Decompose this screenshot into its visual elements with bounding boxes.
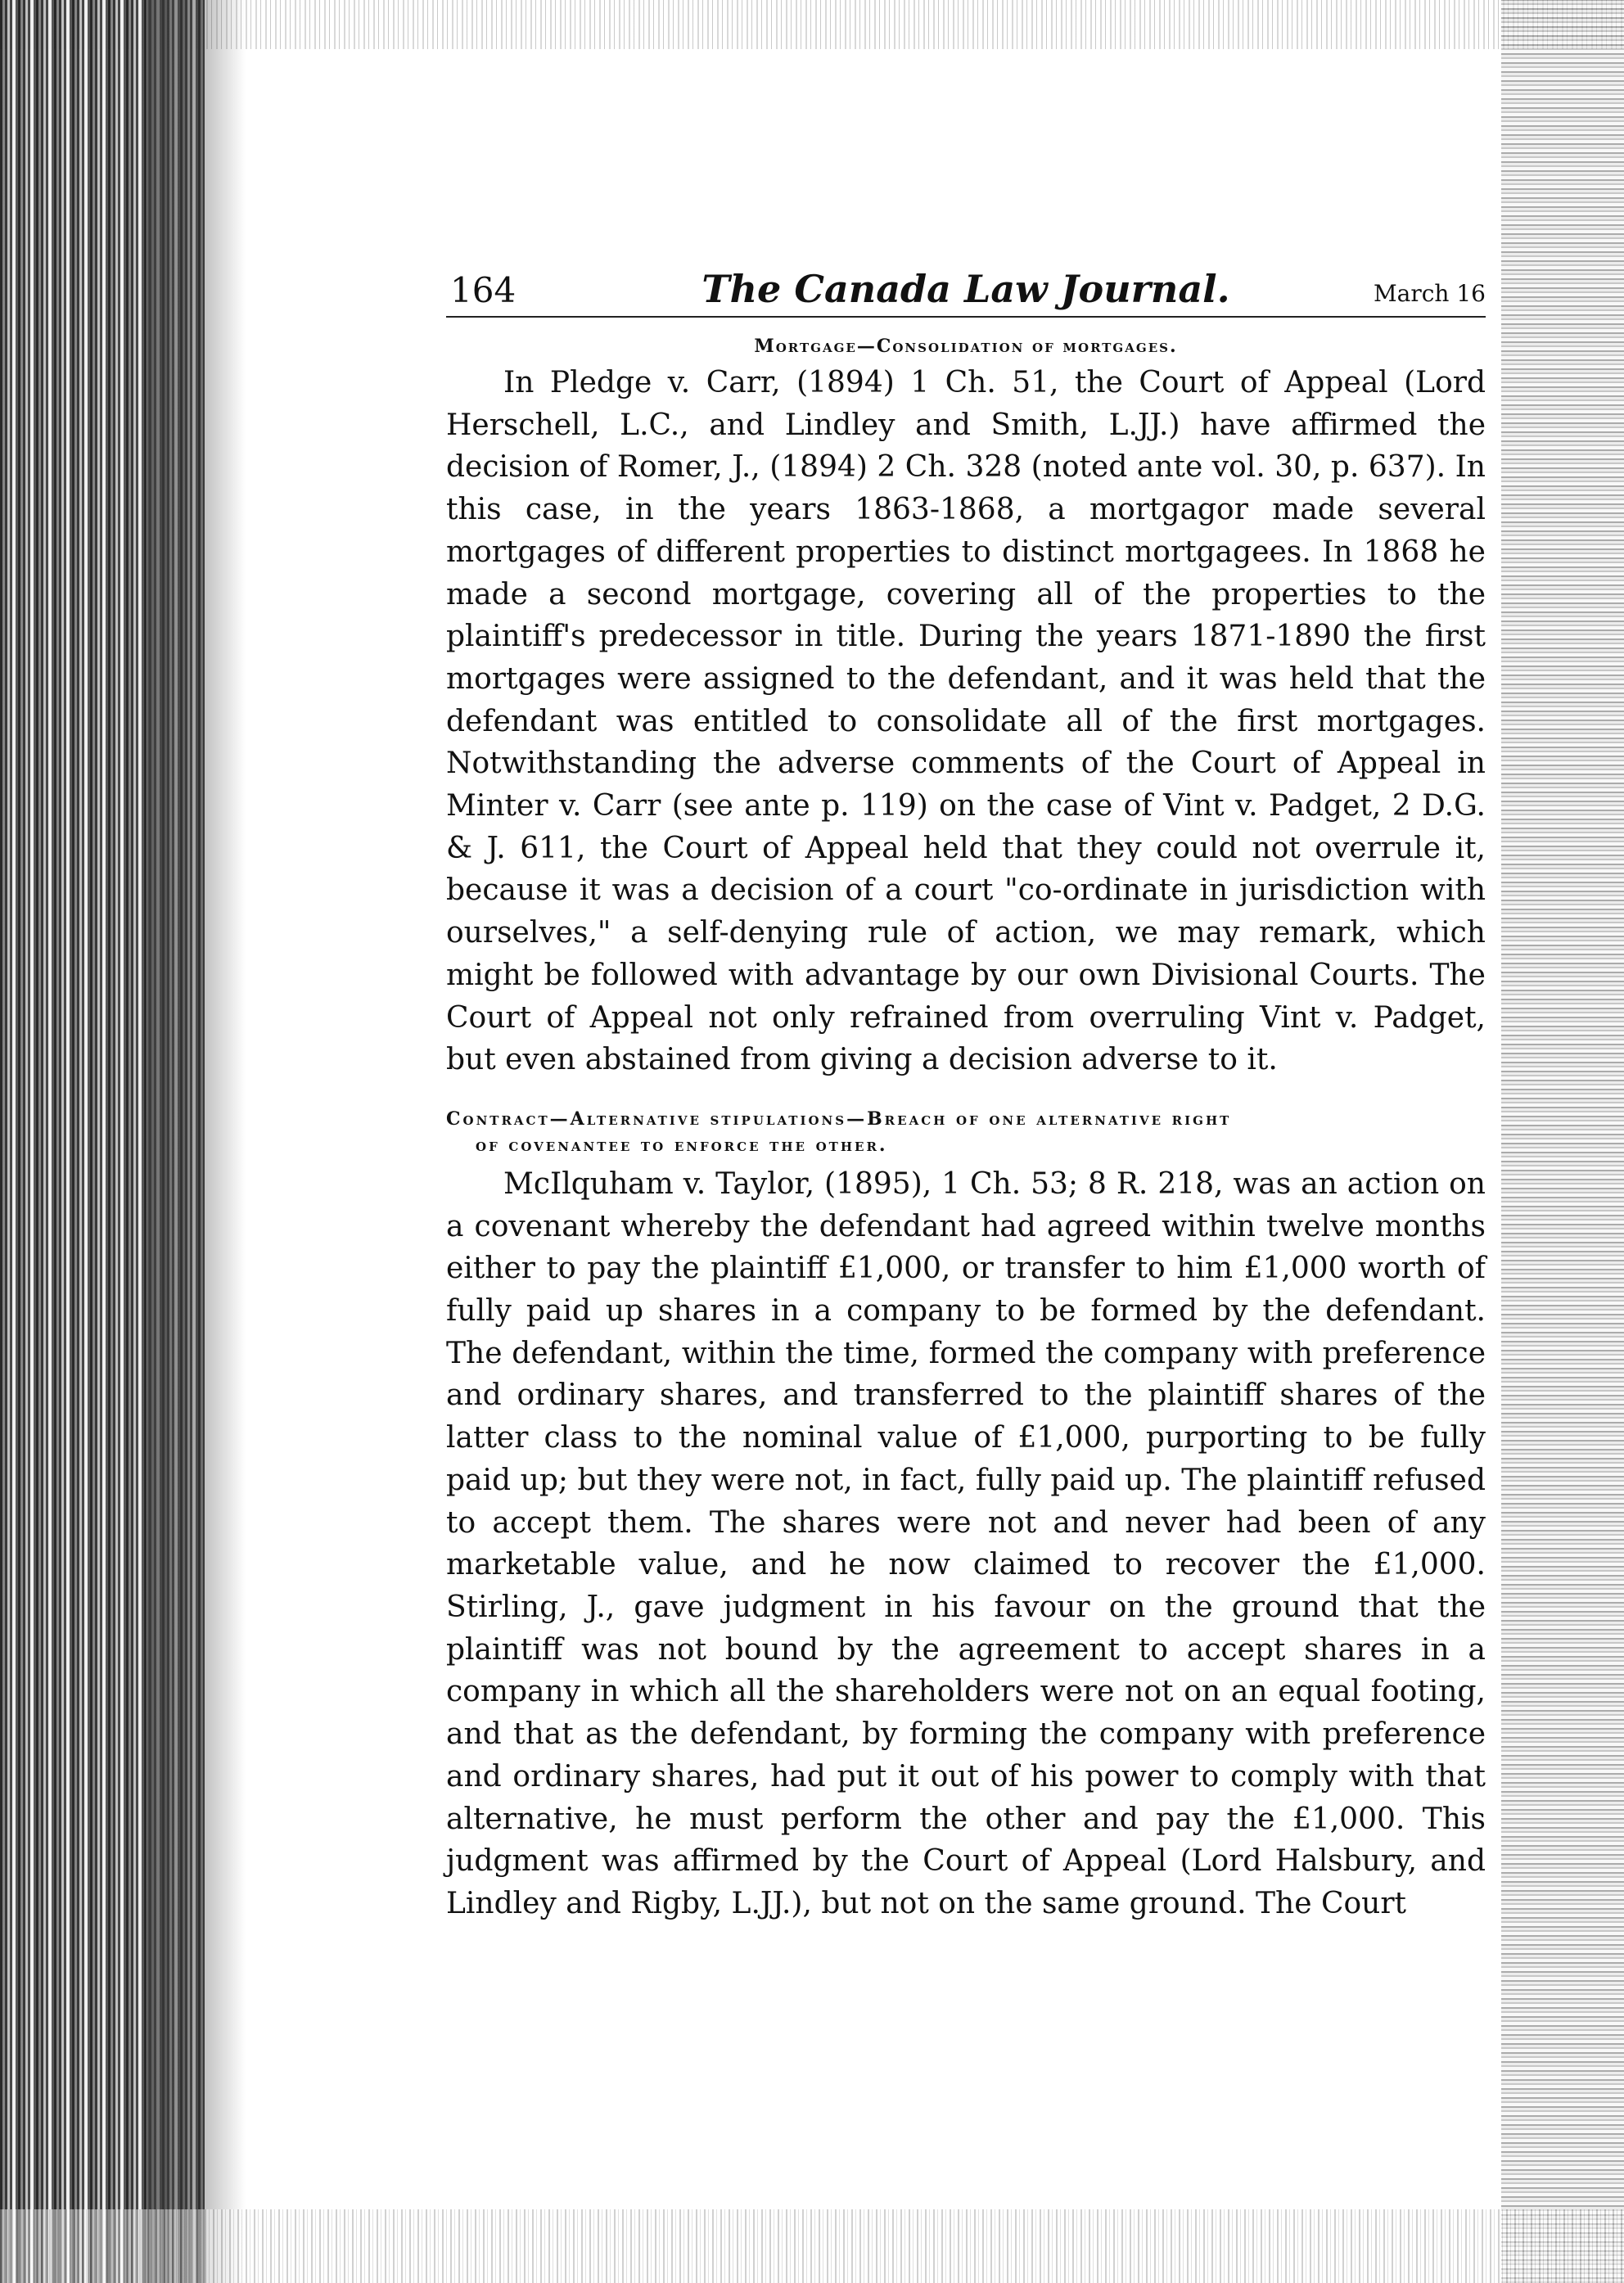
issue-date: March 16 — [1374, 280, 1486, 307]
scan-edge-right — [1501, 0, 1624, 2283]
scan-edge-bottom — [0, 2209, 1624, 2283]
running-header — [446, 267, 1486, 318]
section-heading-contract-line2: of covenantee to enforce the other. — [476, 1134, 888, 1156]
section-heading-mortgage: Mortgage—Consolidation of mortgages. — [754, 336, 1178, 357]
journal-title: The Canada Law Journal. — [701, 267, 1230, 311]
page-number: 164 — [450, 270, 517, 310]
document-page — [446, 267, 1486, 1925]
section-heading-contract — [446, 1106, 1486, 1158]
paragraph-mcilquham-v-taylor: McIlquham v. Taylor, (1895), 1 Ch. 53; 8 R. 218, was an action on a covenant whereby the defendant had agreed within twelve months either to pay the plaintiff £1,000, or transfer to him £1,000 worth of fully paid up shares in a company to be formed by the defendant. The defendant, within the time, formed the company with preference and ordinary shares, and transferred to the plaintiff shares of the latter class to the nominal value of £1,000, purporting to be fully paid up; but they were not, in fact, fully paid up. The plaintiff refused to accept them. The shares were not and never had been of any marketable value, and he now claimed to recover the £1,000. Stirling, J., gave judgment in his favour on the ground that the plaintiff was not bound by the agreement to accept shares in a company in which all the shareholders were not on an equal footing, and that as the defendant, by forming the company with preference and ordinary shares, had put it out of his power to comply with that alternative, he must perform the other and pay the £1,000. This judgment was affirmed by the Court of Appeal (Lord Halsbury, and Lindley and Rigby, L.JJ.), but not on the same ground. The Court — [446, 1166, 1486, 1920]
paragraph-pledge-v-carr: In Pledge v. Carr, (1894) 1 Ch. 51, the Court of Appeal (Lord Herschell, L.C., and Lindley and Smith, L.JJ.) have affirmed the decision of Romer, J., (1894) 2 Ch. 328 (noted ante vol. 30, p. 637). In this case, in the years 1863-1868, a mortgagor made several mortgages of different properties to distinct mortgagees. In 1868 he made a second mortgage, covering all of the properties to the plaintiff's predecessor in title. During the years 1871-1890 the first mortgages were assigned to the defendant, and it was held that the defendant was entitled to consolidate all of the first mortgages. Notwithstanding the adverse comments of the Court of Appeal in Minter v. Carr (see ante p. 119) on the case of Vint v. Padget, 2 D.G. & J. 611, the Court of Appeal held that they could not overrule it, because it was a decision of a court "co-ordinate in jurisdiction with ourselves," a self-denying rule of action, we may remark, which might be followed with advantage by our own Divisional Courts. The Court of Appeal not only refrained from overruling Vint v. Padget, but even abstained from giving a decision adverse to it. — [446, 366, 1486, 1077]
section-heading-contract-line1: Contract—Alternative stipulations—Breach of one alternative right — [446, 1108, 1232, 1130]
scan-edge-left-shadow — [147, 0, 246, 2283]
